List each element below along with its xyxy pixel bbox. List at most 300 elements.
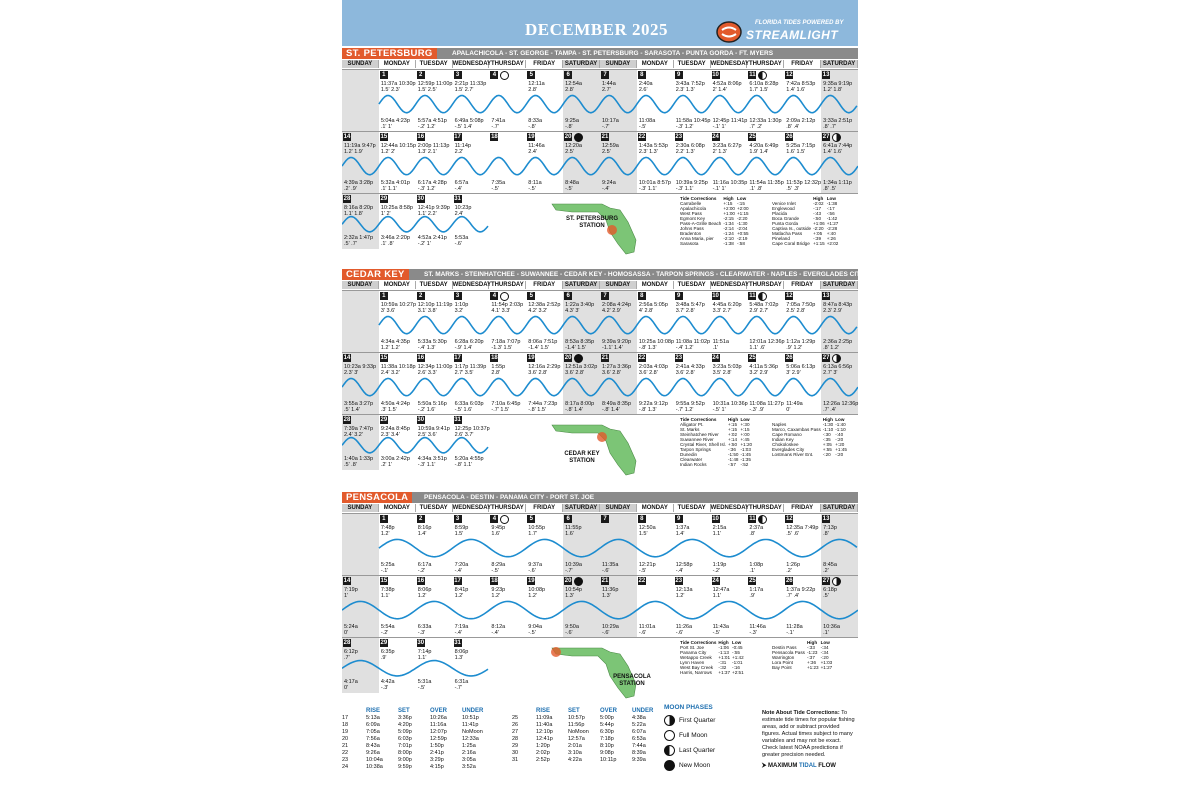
day-header: THURSDAY (489, 504, 526, 512)
moon-legend-item (664, 745, 715, 756)
correction-cell: Carrabelle (680, 201, 702, 206)
sun-moon-day: 20 (342, 736, 349, 742)
low-tide-height: -.5' 1.4' (454, 124, 473, 130)
section-name: ST. PETERSBURG (342, 48, 437, 59)
low-tide-height: -.8' 1.4' (565, 407, 583, 413)
low-tide-height: -.6' (602, 630, 610, 636)
low-tide-height: -1.4' 1.5' (565, 345, 586, 351)
low-tide-time: 11:08a 11:27p (749, 401, 784, 407)
day-header: THURSDAY (489, 281, 526, 289)
sun-moon-cell: 5:09p (398, 729, 412, 735)
sun-moon-cell: 5:00p (600, 715, 614, 721)
correction-cell: Englewood (772, 206, 795, 211)
corrections-header-cell: Low (740, 417, 750, 422)
correction-cell: +:20 (835, 442, 845, 447)
low-tide-text (786, 339, 815, 351)
low-tide-time: 3:46a 2:20p (380, 235, 410, 241)
day-header: SATURDAY (821, 60, 858, 68)
sun-moon-header-cell: OVER (600, 708, 618, 714)
high-tide-text (455, 364, 487, 376)
low-tide-text (602, 562, 618, 574)
sun-moon-day: 17 (342, 715, 349, 721)
high-tide-time: 8:41p (454, 587, 469, 593)
low-tide-text (455, 180, 469, 192)
high-tide-height: 1.6' (565, 531, 574, 537)
day-number: 8 (638, 71, 646, 79)
low-tide-text (639, 624, 655, 636)
low-tide-time: 7:41a (491, 118, 506, 124)
high-tide-height: 1.1' (417, 655, 427, 661)
sun-moon-row (512, 750, 664, 757)
corrections-header-cell: Tide Corrections (680, 640, 717, 645)
high-tide-height: 2.4' (454, 211, 464, 217)
low-tide-height: -.4' (491, 630, 499, 636)
correction-cell: -:30 (822, 432, 831, 437)
low-tide-time: 9:37a (528, 562, 543, 568)
low-tide-text (344, 456, 373, 468)
high-tide-text (455, 525, 469, 537)
low-tide-time: 11:08a (638, 118, 656, 124)
low-tide-height: .8' .4' (786, 124, 800, 130)
sun-moon-row (342, 715, 494, 722)
low-tide-time: 11:28a (786, 624, 803, 630)
high-tide-text (455, 587, 469, 599)
correction-cell: -2:02 (813, 201, 824, 206)
correction-cell: +:45 (740, 437, 750, 442)
low-tide-time: 1:19p (712, 562, 727, 568)
note-text: To estimate tide times for popular fishing areas, add or subtract provided figures. Actual times subject to many variables and may not be exact. Check latest NOAA predictions if greater precision needed. (762, 710, 855, 758)
high-tide-time: 12:13a (675, 587, 693, 593)
high-tide-text (528, 143, 544, 155)
low-tide-time: 5:04a 4:23p (380, 118, 410, 124)
day-number: 22 (638, 134, 646, 140)
low-tide-height: 1.1' .6' (749, 345, 766, 351)
day-header: FRIDAY (526, 60, 563, 68)
week-row (342, 513, 858, 576)
day-header: SATURDAY (821, 504, 858, 512)
day-number: 13 (822, 516, 830, 522)
high-tide-text (639, 143, 668, 155)
high-tide-time: 6:35p (380, 649, 395, 655)
high-tide-text (676, 81, 705, 93)
low-tide-height: -.1' (786, 630, 794, 636)
high-tide-height: 1.5' 2.7' (454, 87, 474, 93)
low-tide-time: 1:26p (786, 562, 801, 568)
low-tide-height: 0' (344, 630, 349, 636)
high-tide-time: 1:22a 3:40p (565, 302, 595, 308)
high-tide-height: 2.3' 1.3' (675, 87, 695, 93)
high-tide-time: 10:08p (528, 587, 546, 593)
high-tide-text (749, 302, 778, 314)
low-tide-height: .7' .4' (823, 407, 836, 413)
high-tide-text (344, 426, 373, 438)
high-tide-text (602, 143, 619, 155)
correction-row (680, 462, 754, 467)
moon-new-icon (664, 760, 675, 771)
high-tide-height: .8' (823, 531, 829, 537)
high-tide-height: 1' (344, 593, 349, 599)
high-tide-height: 2.3' 1.3' (638, 149, 658, 155)
correction-cell: Punta Gorda (772, 221, 799, 226)
day-number: 28 (343, 417, 351, 423)
sun-moon-cell: NoMoon (462, 729, 483, 735)
low-tide-height: .2' 1' (380, 462, 393, 468)
correction-cell: +1:20 (740, 442, 753, 447)
correction-cell: Wetappo Creek (680, 655, 712, 660)
high-tide-height: 1.2' 1.8' (823, 87, 843, 93)
correction-cell: -1:35 (740, 457, 751, 462)
high-tide-height: 1.2' (675, 593, 685, 599)
high-tide-time: 12:54a (565, 81, 582, 87)
low-tide-text (418, 624, 432, 636)
low-tide-height: -.7' 1.2' (675, 407, 694, 413)
high-tide-text (823, 81, 852, 93)
correction-cell: -2:20 (813, 226, 824, 231)
high-tide-height: 3.6' 2.8' (565, 370, 585, 376)
low-tide-height: .5' .3' (786, 186, 800, 192)
high-tide-time: 3:48a 5:47p (675, 302, 705, 308)
high-tide-height: 2.9' 2.7' (749, 308, 769, 314)
week-row (342, 69, 858, 132)
low-tide-time: 6:31a (454, 679, 469, 685)
low-tide-text (381, 456, 410, 468)
low-tide-time: 4:52a 2:41p (417, 235, 447, 241)
low-tide-time: 5:32a 4:01p (380, 180, 410, 186)
low-tide-height: -.4' 1.3' (417, 345, 436, 351)
low-tide-text (381, 339, 410, 351)
tide-wave-line (342, 438, 488, 453)
low-tide-text (823, 562, 837, 574)
day-number: 30 (417, 417, 425, 423)
high-tide-height: .8' (749, 531, 756, 537)
florida-shape (552, 425, 636, 475)
high-tide-height: 2.6' (638, 87, 648, 93)
correction-cell: -1:10 (835, 427, 846, 432)
day-number: 28 (343, 640, 351, 646)
sun-moon-day: 19 (342, 729, 349, 735)
low-tide-height: .8' .7' (823, 124, 836, 130)
day-number: 26 (785, 578, 793, 584)
high-tide-text (344, 587, 358, 599)
sun-moon-cell: 9:39a (632, 757, 646, 763)
correction-cell: -:33 (806, 645, 815, 650)
sun-moon-day: 29 (512, 743, 519, 749)
high-tide-height: 1.1' (712, 593, 722, 599)
high-tide-height: 4.2' 3.2' (528, 308, 548, 314)
correction-cell: -2:14 (723, 226, 734, 231)
low-tide-text (602, 118, 619, 130)
low-tide-height: -.8' (528, 124, 536, 130)
correction-cell: -:16 (732, 665, 740, 670)
day-header: MONDAY (637, 504, 674, 512)
correction-cell: +:26 (826, 236, 836, 241)
low-tide-time: 11:35a (602, 562, 619, 568)
high-tide-text (565, 143, 582, 155)
low-tide-height: -.2' 1' (417, 241, 431, 247)
correction-cell: -1:34 (723, 221, 734, 226)
moon-q1-icon (664, 715, 675, 726)
day-number: 27 (822, 355, 830, 361)
day-number: 12 (785, 516, 793, 522)
high-tide-time: 8:59p (454, 525, 469, 531)
high-tide-text (676, 302, 705, 314)
header-banner (342, 0, 858, 46)
day-number: 2 (417, 515, 425, 523)
week-row (342, 575, 858, 638)
sun-moon-cell: 12:59p (430, 736, 447, 742)
high-tide-text (418, 143, 450, 155)
high-tide-height: 1.5' 2.3' (380, 87, 400, 93)
high-tide-height: 2.3' 3' (344, 370, 359, 376)
sun-moon-cell: 11:41p (462, 722, 479, 728)
correction-cell: St. Marks (680, 427, 700, 432)
day-number: 8 (638, 515, 646, 523)
day-number: 31 (454, 196, 461, 202)
high-tide-time: 11:37a 10:30p (380, 81, 416, 87)
low-tide-height: .5' .7' (344, 241, 357, 247)
high-tide-text (491, 302, 523, 314)
low-tide-text (455, 679, 469, 691)
day-number: 31 (454, 640, 461, 646)
correction-cell: West Bay Creek (680, 665, 714, 670)
high-tide-time: 2:30a 6:08p (675, 143, 705, 149)
sun-moon-row (512, 722, 664, 729)
day-number: 11 (749, 72, 756, 78)
low-tide-time: 8:06a 7:51p (528, 339, 558, 345)
correction-cell: -:17 (813, 206, 821, 211)
low-tide-text (418, 401, 447, 413)
high-tide-text (381, 525, 395, 537)
sun-moon-row (512, 715, 664, 722)
corrections-header-cell: Low (732, 640, 742, 645)
fish-icon: ⮞ (762, 763, 767, 769)
day-header: SATURDAY (563, 281, 600, 289)
high-tide-height: .7' .4' (786, 593, 800, 599)
high-tide-height: 2.6' 3.3' (417, 370, 437, 376)
sun-moon-cell: 10:11p (600, 757, 617, 763)
correction-cell: +:15 (727, 427, 738, 432)
high-tide-time: 2:56a 5:05p (638, 302, 668, 308)
sun-moon-cell: 8:10p (600, 743, 614, 749)
high-tide-time: 11:14p (454, 143, 471, 149)
high-tide-height: 1.2' (417, 593, 427, 599)
section-places: PENSACOLA - DESTIN - PANAMA CITY - PORT ST. JOE (424, 494, 595, 501)
high-tide-time: 12:34p 11:00p (417, 364, 453, 370)
high-tide-height: 3' 2.9' (786, 370, 801, 376)
low-tide-time: 11:51a (712, 339, 729, 345)
low-tide-time: 5:54a (380, 624, 395, 630)
high-tide-text (823, 143, 852, 155)
sun-moon-cell: 12:57a (568, 736, 585, 742)
sun-moon-header-cell: UNDER (632, 708, 654, 714)
low-tide-height: -.7' 1.5' (491, 407, 510, 413)
sun-moon-cell: 5:44p (600, 722, 614, 728)
brand-name: STREAMLIGHT (746, 28, 839, 42)
correction-cell: -1:13 (718, 650, 729, 655)
low-tide-text (786, 180, 821, 192)
high-tide-text (491, 364, 505, 376)
low-tide-time: 9:25a (565, 118, 579, 124)
low-tide-height: .8' 1.2' (823, 345, 840, 351)
day-number: 26 (785, 355, 793, 361)
low-tide-text (676, 401, 705, 413)
correction-cell: Placida (772, 211, 788, 216)
low-tide-height: -.6' (565, 630, 573, 636)
day-header: MONDAY (637, 281, 674, 289)
low-tide-time: 7:35a (491, 180, 506, 186)
sun-moon-day: 31 (512, 757, 519, 763)
low-tide-height: -.3' .9' (749, 407, 765, 413)
correction-cell: -1:48 (727, 457, 739, 462)
max-flow-label: MAXIMUM (768, 763, 798, 769)
sun-moon-cell: 4:22a (568, 757, 582, 763)
day-number: 31 (454, 417, 461, 423)
day-header: SUNDAY (600, 60, 637, 68)
correction-cell: -:36 (727, 447, 736, 452)
high-tide-text (344, 205, 373, 217)
correction-cell: Lostmans River Ent. (772, 452, 814, 457)
correction-cell: Apalachicola (680, 206, 707, 211)
low-tide-height: -.3' 1.1' (638, 186, 657, 192)
sun-moon-cell: 10:26a (430, 715, 447, 721)
correction-cell: Boca Grande (772, 216, 800, 221)
corrections-header-cell: Low (820, 640, 830, 645)
low-tide-time: 10:39a (565, 562, 582, 568)
high-tide-text (639, 525, 656, 537)
correction-cell: Bradenton (680, 231, 702, 236)
low-tide-height: -1.3' 1.5' (491, 345, 513, 351)
correction-row (772, 241, 840, 246)
low-tide-height: -.2' (417, 568, 426, 574)
low-tide-height: -.8' 1.3' (638, 407, 657, 413)
day-number: 25 (749, 134, 756, 140)
sun-moon-header-cell: OVER (430, 708, 448, 714)
low-tide-time: 10:31a 10:36p (712, 401, 748, 407)
sun-moon-day: 18 (342, 722, 349, 728)
correction-cell: -:55 (732, 650, 740, 655)
high-tide-height: 2.5' 2.8' (786, 308, 806, 314)
low-tide-text (602, 180, 616, 192)
low-tide-height: -.3' 1.1' (675, 186, 694, 192)
low-tide-text (418, 562, 432, 574)
high-tide-text (749, 143, 778, 155)
high-tide-time: 7:48p (380, 525, 395, 531)
high-tide-height: 2.5' 3.6' (417, 432, 437, 438)
low-tide-text (528, 624, 542, 636)
low-tide-time: 11:43a (712, 624, 729, 630)
low-tide-time: 3:00a 2:42p (380, 456, 410, 462)
day-header: FRIDAY (784, 504, 821, 512)
high-tide-text (381, 81, 416, 93)
correction-cell: -1:01 (732, 660, 743, 665)
high-tide-time: 12:25p 10:37p (454, 426, 490, 432)
low-tide-text (565, 339, 594, 351)
low-tide-height: -.2' 1.2' (417, 124, 436, 130)
high-tide-time: 12:50a (638, 525, 656, 531)
correction-cell: -1:24 (723, 231, 734, 236)
low-tide-text (381, 401, 410, 413)
low-tide-text (676, 339, 710, 351)
high-tide-time: 8:06p (454, 649, 469, 655)
low-tide-time: 1:08p (749, 562, 764, 568)
tide-wave-line (379, 95, 857, 112)
day-number: 26 (785, 134, 793, 140)
sun-moon-cell: 7:18p (600, 736, 614, 742)
corrections-header-cell: Low (826, 196, 836, 201)
correction-cell: West Pass (680, 211, 702, 216)
high-tide-height: 1.2' 2' (380, 149, 396, 155)
high-tide-text (823, 525, 837, 537)
correction-cell: +1:42 (732, 655, 744, 660)
sun-moon-cell: 6:03p (398, 736, 412, 742)
low-tide-time: 3:33a 2:51p (823, 118, 853, 124)
high-tide-text (713, 143, 742, 155)
low-tide-time: 3:55a 3:27p (344, 401, 374, 407)
day-number: 21 (601, 578, 609, 584)
sun-moon-cell: 3:10a (568, 750, 582, 756)
high-tide-text (344, 649, 358, 661)
high-tide-time: 1:43a 5:53p (638, 143, 668, 149)
low-tide-text (528, 118, 542, 130)
high-tide-height: 1.6' 1.5' (786, 149, 806, 155)
low-tide-time: 11:01a (638, 624, 656, 630)
florida-map-icon (532, 417, 650, 477)
tide-section-0 (342, 48, 858, 247)
corrections-header-cell: High (727, 417, 739, 422)
week-row (342, 414, 858, 470)
low-tide-height: -.4' 1.2' (675, 345, 694, 351)
sun-moon-header-cell: UNDER (462, 708, 484, 714)
high-tide-time: 12:59a (602, 143, 619, 149)
correction-cell: -:20 (822, 452, 831, 457)
day-number: 28 (343, 196, 351, 202)
low-tide-time: 10:39a 9:25p (675, 180, 708, 186)
high-tide-time: 9:23p (491, 587, 506, 593)
day-number: 1 (380, 515, 388, 523)
correction-cell: Panama City (680, 650, 707, 655)
correction-cell: -:40 (835, 432, 844, 437)
day-number: 13 (822, 72, 830, 78)
correction-cell: -:31 (718, 660, 727, 665)
high-tide-height: 3.6' 2.8' (638, 370, 658, 376)
correction-cell: +:15 (740, 427, 750, 432)
low-tide-height: -.1' 1' (712, 186, 726, 192)
low-tide-time: 4:34a 3:51p (417, 456, 447, 462)
correction-cell: +1:01 (718, 655, 731, 660)
low-tide-text (713, 339, 729, 351)
correction-cell: -1:30 (822, 422, 834, 427)
day-number: 18 (491, 355, 498, 361)
low-tide-text (786, 562, 800, 574)
day-number: 11 (749, 516, 756, 522)
high-tide-height: 4.1' 3.3' (491, 308, 511, 314)
low-tide-text (713, 180, 748, 192)
day-number: 9 (675, 515, 683, 523)
low-tide-height: -.7' (454, 685, 463, 691)
day-number: 24 (712, 355, 719, 361)
sun-moon-header (512, 708, 664, 715)
sun-moon-cell: 11:56p (568, 722, 585, 728)
day-number: 6 (564, 71, 572, 79)
high-tide-text (749, 587, 763, 599)
low-tide-height: .1' 1.1' (380, 186, 397, 192)
high-tide-time: 4:45a 6:20p (712, 302, 742, 308)
low-tide-height: -.3' (417, 630, 426, 636)
correction-cell: Captiva Is., outside (772, 226, 812, 231)
high-tide-height: 1.7' 1.5' (749, 87, 769, 93)
high-tide-text (602, 364, 631, 376)
high-tide-time: 1:27a 3:36p (602, 364, 632, 370)
